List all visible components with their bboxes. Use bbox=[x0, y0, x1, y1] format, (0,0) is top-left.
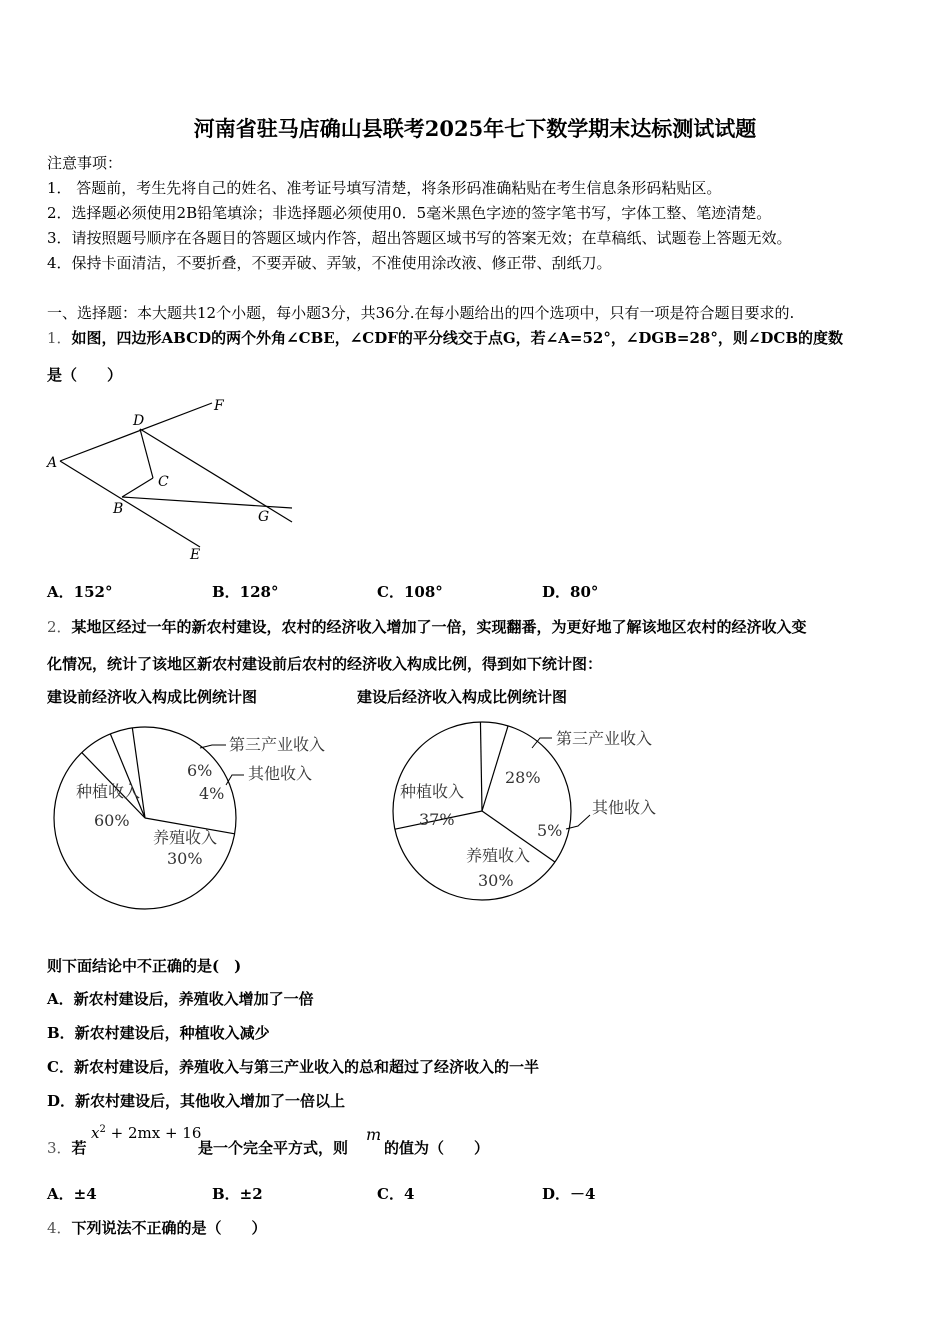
slice-value-planting: 60% bbox=[94, 811, 130, 830]
pie-chart-before bbox=[40, 715, 360, 915]
option-a: A．±4 bbox=[47, 1185, 97, 1203]
slice-value-planting: 37% bbox=[419, 810, 455, 829]
option-d: D．80° bbox=[542, 583, 599, 601]
notice-item: 1． 答题前，考生先将自己的姓名、准考证号填写清楚，将条形码准确粘贴在考生信息条形码粘贴区。 bbox=[47, 179, 722, 197]
question-1 bbox=[47, 327, 843, 348]
question-number: 1． bbox=[47, 329, 72, 347]
option-a: A．152° bbox=[47, 583, 113, 601]
slice-label-planting: 种植收入 bbox=[400, 782, 465, 801]
question-text: 某地区经过一年的新农村建设，农村的经济收入增加了一倍，实现翻番，为更好地了解该地区农村的经济收入变 bbox=[71, 618, 807, 636]
option-b: B．新农村建设后，种植收入减少 bbox=[47, 1024, 270, 1042]
option-c: C．4 bbox=[377, 1185, 415, 1203]
slice-label-other: 其他收入 bbox=[592, 798, 657, 817]
question-text: 的值为（ ） bbox=[384, 1139, 490, 1157]
slice-boundary-其他收入 bbox=[110, 734, 145, 818]
question-4 bbox=[47, 1217, 267, 1238]
label-F: F bbox=[214, 398, 224, 414]
slice-value-breeding: 30% bbox=[167, 849, 203, 868]
question-stem: 则下面结论中不正确的是( ) bbox=[47, 957, 242, 975]
notice-heading: 注意事项： bbox=[47, 154, 123, 172]
label-G: G bbox=[258, 509, 270, 525]
question-number: 2． bbox=[47, 618, 72, 636]
slice-value-tertiary: 6% bbox=[187, 761, 213, 780]
question-3 bbox=[47, 1137, 87, 1158]
question-number: 4． bbox=[47, 1219, 72, 1237]
chart-title-before: 建设前经济收入构成比例统计图 bbox=[47, 688, 258, 706]
question-number: 3． bbox=[47, 1139, 72, 1157]
option-b: B．±2 bbox=[212, 1185, 263, 1203]
question-2 bbox=[47, 616, 807, 637]
slice-value-other: 4% bbox=[199, 784, 225, 803]
slice-label-other: 其他收入 bbox=[248, 764, 313, 783]
pie-chart-after bbox=[385, 715, 685, 915]
chart-title-after: 建设后经济收入构成比例统计图 bbox=[357, 688, 568, 706]
notice-item: 2．选择题必须使用2B铅笔填涂；非选择题必须使用0．5毫米黑色字迹的签字笔书写，字体工整、笔迹清楚。 bbox=[47, 204, 772, 222]
line-AE bbox=[60, 461, 200, 547]
slice-label-breeding: 养殖收入 bbox=[466, 846, 531, 865]
line-BG bbox=[122, 497, 292, 508]
label-D: D bbox=[133, 413, 145, 429]
option-a: A．新农村建设后，养殖收入增加了一倍 bbox=[47, 990, 314, 1008]
label-A: A bbox=[47, 455, 58, 471]
slice-label-planting: 种植收入 bbox=[76, 782, 141, 801]
option-c: C．108° bbox=[377, 583, 443, 601]
slice-label-tertiary: 第三产业收入 bbox=[229, 735, 326, 754]
slice-value-breeding: 30% bbox=[478, 871, 514, 890]
question-text: 下列说法不正确的是（ ） bbox=[71, 1219, 267, 1237]
label-E: E bbox=[190, 547, 201, 563]
geometry-figure bbox=[40, 392, 310, 567]
math-expression: $x^2 + 2mx + 16$ bbox=[91, 1124, 202, 1142]
option-b: B．128° bbox=[212, 583, 279, 601]
leader-line bbox=[200, 745, 226, 748]
question-text: 如图，四边形ABCD的两个外角∠CBE，∠CDF的平分线交于点G，若∠A=52°，∠DGB=28°，则∠DCB的度数 bbox=[71, 329, 844, 347]
slice-boundary-其他收入 bbox=[480, 722, 482, 811]
section-heading: 一、选择题：本大题共12个小题，每小题3分，共36分.在每小题给出的四个选项中，只有一项是符合题目要求的. bbox=[47, 304, 795, 322]
question-text-cont: 化情况，统计了该地区新农村建设前后农村的经济收入构成比例，得到如下统计图： bbox=[47, 655, 603, 673]
option-d: D．－4 bbox=[542, 1185, 596, 1203]
question-text: 若 bbox=[71, 1139, 87, 1157]
math-variable: m bbox=[366, 1125, 382, 1144]
line-CB bbox=[122, 478, 153, 497]
slice-boundary-养殖收入 bbox=[132, 728, 145, 818]
page-title: 河南省驻马店确山县联考2025年七下数学期末达标测试试题 bbox=[193, 116, 757, 141]
slice-value-tertiary: 28% bbox=[505, 768, 541, 787]
label-C: C bbox=[158, 474, 169, 490]
question-text: 是一个完全平方式，则 bbox=[198, 1139, 349, 1157]
slice-value-other: 5% bbox=[537, 821, 563, 840]
notice-item: 3．请按照题号顺序在各题目的答题区域内作答，超出答题区域书写的答案无效；在草稿纸、试题卷上答题无效。 bbox=[47, 229, 792, 247]
option-c: C．新农村建设后，养殖收入与第三产业收入的总和超过了经济收入的一半 bbox=[47, 1058, 539, 1076]
slice-label-breeding: 养殖收入 bbox=[153, 828, 218, 847]
option-d: D．新农村建设后，其他收入增加了一倍以上 bbox=[47, 1092, 346, 1110]
notice-item: 4．保持卡面清洁，不要折叠，不要弄破、弄皱，不准使用涂改液、修正带、刮纸刀。 bbox=[47, 254, 612, 272]
line-AF bbox=[60, 403, 212, 461]
slice-label-tertiary: 第三产业收入 bbox=[556, 729, 653, 748]
label-B: B bbox=[113, 501, 124, 517]
question-text-cont: 是（ ） bbox=[47, 366, 123, 384]
